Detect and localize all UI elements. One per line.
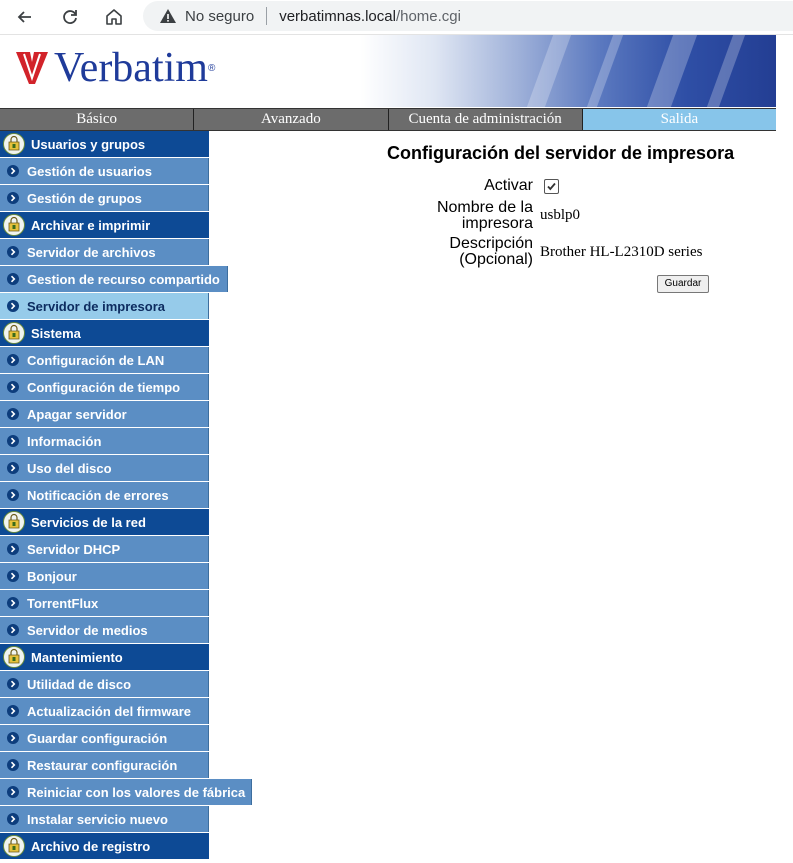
lock-folder-icon	[3, 322, 25, 344]
registered-mark: ®	[207, 62, 216, 74]
description-label-line2: (Opcional)	[459, 251, 533, 268]
chevron-right-icon	[7, 246, 19, 258]
printer-name-label-line1: Nombre de la	[436, 199, 533, 216]
chevron-right-icon	[7, 489, 19, 501]
sidebar-category-servicios-de-la-red[interactable]	[0, 509, 209, 535]
sidebar-item-informacion[interactable]	[0, 428, 209, 454]
chevron-right-icon	[7, 705, 19, 717]
sidebar-item-actualizacion-del-firmware[interactable]	[0, 698, 209, 724]
verbatim-v-icon	[16, 52, 48, 84]
tab-salida[interactable]: Salida	[583, 109, 776, 130]
brand-name: Verbatim	[54, 45, 208, 91]
lock-folder-icon	[3, 214, 25, 236]
sidebar-item-utilidad-de-disco[interactable]	[0, 671, 209, 697]
security-status[interactable]: No seguro	[185, 7, 255, 25]
sidebar-item-label: Bonjour	[27, 568, 77, 584]
checkmark-icon	[546, 181, 557, 192]
reload-button[interactable]	[57, 4, 83, 30]
sidebar-item-label: Gestion de recurso compartido	[27, 271, 220, 287]
address-divider	[266, 7, 267, 25]
sidebar-item-label: Configuración de tiempo	[27, 379, 181, 395]
sidebar-item-label: Actualización del firmware	[27, 703, 191, 719]
chevron-right-icon	[7, 165, 19, 177]
home-icon	[104, 7, 124, 27]
url-host[interactable]: verbatimnas.local	[279, 7, 396, 25]
address-bar[interactable]	[143, 1, 793, 31]
sidebar-item-label: Configuración de LAN	[27, 352, 165, 368]
chevron-right-icon	[7, 408, 19, 420]
sidebar	[0, 131, 260, 860]
sidebar-item-label: Apagar servidor	[27, 406, 127, 422]
sidebar-item-instalar-servicio-nuevo[interactable]	[0, 806, 209, 832]
sidebar-item-label: Archivar e imprimir	[31, 217, 151, 233]
sidebar-item-bonjour[interactable]	[0, 563, 209, 589]
sidebar-item-label: Sistema	[31, 325, 81, 341]
chevron-right-icon	[7, 543, 19, 555]
lock-folder-icon	[3, 133, 25, 155]
save-button[interactable]: Guardar	[657, 275, 709, 293]
sidebar-item-label: Servicios de la red	[31, 514, 146, 530]
sidebar-item-reiniciar-con-los-valores-de-fabrica[interactable]	[0, 779, 252, 805]
sidebar-item-guardar-configuracion[interactable]	[0, 725, 209, 751]
verbatim-logo	[16, 47, 215, 89]
warning-icon[interactable]	[159, 7, 177, 25]
url-path[interactable]: /home.cgi	[395, 7, 461, 25]
sidebar-item-gestion-de-usuarios[interactable]	[0, 158, 209, 184]
sidebar-item-label: Usuarios y grupos	[31, 136, 146, 152]
sidebar-item-label: Mantenimiento	[31, 649, 123, 665]
header-banner	[0, 35, 776, 107]
sidebar-category-mantenimiento[interactable]	[0, 644, 209, 670]
sidebar-item-restaurar-configuracion[interactable]	[0, 752, 209, 778]
sidebar-item-configuracion-de-tiempo[interactable]	[0, 374, 209, 400]
chevron-right-icon	[7, 381, 19, 393]
reload-icon	[60, 7, 80, 27]
chevron-right-icon	[7, 597, 19, 609]
sidebar-item-label: Información	[27, 433, 102, 449]
sidebar-item-label: Reiniciar con los valores de fábrica	[27, 784, 246, 800]
printer-name-value: usblp0	[540, 207, 581, 223]
sidebar-item-label: Gestión de grupos	[27, 190, 142, 206]
sidebar-item-servidor-dhcp[interactable]	[0, 536, 209, 562]
description-value: Brother HL-L2310D series	[540, 244, 703, 260]
sidebar-category-usuarios-y-grupos[interactable]	[0, 131, 209, 157]
tab-básico[interactable]: Básico	[0, 109, 194, 130]
chevron-right-icon	[7, 273, 19, 285]
sidebar-item-label: Servidor de medios	[27, 622, 148, 638]
sidebar-item-servidor-de-impresora[interactable]	[0, 293, 209, 319]
sidebar-item-label: Archivo de registro	[31, 838, 151, 854]
chevron-right-icon	[7, 786, 19, 798]
chevron-right-icon	[7, 300, 19, 312]
sidebar-item-label: Guardar configuración	[27, 730, 168, 746]
sidebar-item-gestion-de-recurso-compartido[interactable]	[0, 266, 228, 292]
sidebar-category-archivo-de-registro[interactable]	[0, 833, 209, 859]
sidebar-item-label: TorrentFlux	[27, 595, 99, 611]
chevron-right-icon	[7, 462, 19, 474]
chevron-right-icon	[7, 624, 19, 636]
lock-folder-icon	[3, 511, 25, 533]
sidebar-item-label: Restaurar configuración	[27, 757, 178, 773]
sidebar-item-servidor-de-archivos[interactable]	[0, 239, 209, 265]
top-tabs	[0, 108, 776, 131]
sidebar-item-label: Servidor de impresora	[27, 298, 165, 314]
page-title: Configuración del servidor de impresora	[387, 143, 735, 163]
sidebar-category-sistema[interactable]	[0, 320, 209, 346]
chevron-right-icon	[7, 678, 19, 690]
arrow-left-icon	[15, 7, 35, 27]
sidebar-item-uso-del-disco[interactable]	[0, 455, 209, 481]
sidebar-item-label: Notificación de errores	[27, 487, 169, 503]
sidebar-item-label: Gestión de usuarios	[27, 163, 152, 179]
chevron-right-icon	[7, 354, 19, 366]
sidebar-item-servidor-de-medios[interactable]	[0, 617, 209, 643]
browser-toolbar	[0, 0, 793, 35]
printer-name-label	[410, 200, 533, 232]
description-label-line1: Descripción	[449, 235, 533, 252]
sidebar-item-configuracion-de-lan[interactable]	[0, 347, 209, 373]
home-button[interactable]	[101, 4, 127, 30]
chevron-right-icon	[7, 570, 19, 582]
chevron-right-icon	[7, 192, 19, 204]
tab-avanzado[interactable]: Avanzado	[194, 109, 388, 130]
sidebar-item-label: Servidor de archivos	[27, 244, 156, 260]
sidebar-item-label: Servidor DHCP	[27, 541, 121, 557]
chevron-right-icon	[7, 435, 19, 447]
sidebar-item-gestion-de-grupos[interactable]	[0, 185, 209, 211]
lock-folder-icon	[3, 835, 25, 857]
enable-label: Activar	[484, 177, 533, 194]
tab-cuenta-de-administración[interactable]: Cuenta de administración	[389, 109, 583, 130]
back-button[interactable]	[12, 4, 38, 30]
sidebar-item-torrentflux[interactable]	[0, 590, 209, 616]
enable-checkbox[interactable]	[544, 179, 559, 194]
description-label	[410, 236, 533, 268]
lock-folder-icon	[3, 646, 25, 668]
chevron-right-icon	[7, 813, 19, 825]
printer-name-label-line2: impresora	[461, 215, 533, 232]
sidebar-item-label: Uso del disco	[27, 460, 112, 476]
sidebar-item-label: Instalar servicio nuevo	[27, 811, 168, 827]
chevron-right-icon	[7, 732, 19, 744]
sidebar-item-apagar-servidor[interactable]	[0, 401, 209, 427]
sidebar-item-label: Utilidad de disco	[27, 676, 132, 692]
chevron-right-icon	[7, 759, 19, 771]
sidebar-item-notificacion-de-errores[interactable]	[0, 482, 209, 508]
sidebar-category-archivar-e-imprimir[interactable]	[0, 212, 209, 238]
